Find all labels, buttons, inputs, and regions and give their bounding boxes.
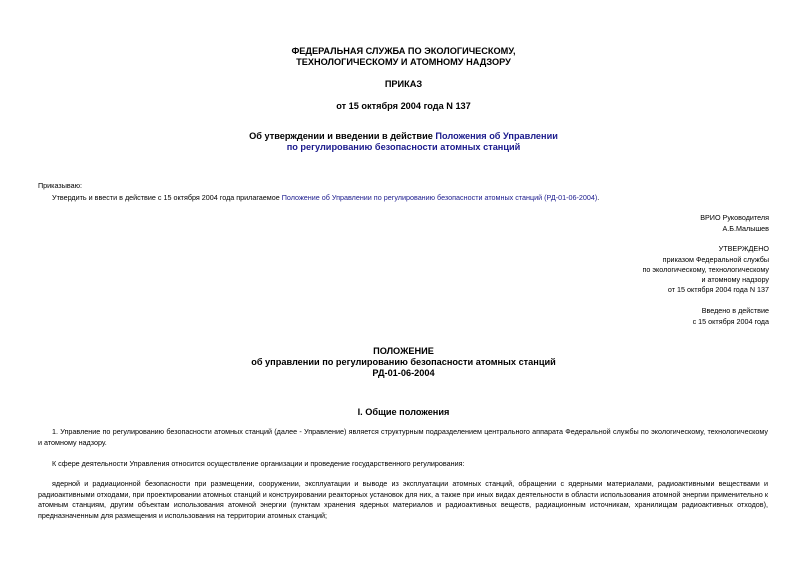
section-paragraph-2-text: К сфере деятельности Управления относится осуществление организации и проведение государственного регулирования: xyxy=(52,459,465,468)
document-type: ПРИКАЗ xyxy=(384,79,423,89)
document-date: от 15 октября 2004 года N 137 xyxy=(336,101,471,111)
effective-line1: Введено в действие xyxy=(701,306,769,315)
section-paragraph-2 xyxy=(38,459,768,470)
order-intro: Приказываю: xyxy=(38,181,82,190)
approval-label: УТВЕРЖДЕНО xyxy=(718,244,769,253)
subject-link-part2[interactable]: по регулированию безопасности атомных станций xyxy=(286,142,521,152)
section-paragraph-3-text: ядерной и радиационной безопасности при размещении, сооружении, эксплуатации и выводе из эксплуатации атомных станций, обращении с ядерными материалами, радиоактивными веществами и радиоактивными отходами, при проектировании атомных станций и конструировании реакторных установок для них, а также при иных видах деятельности в области использования атомной энергии применительно к атомным станциям, другим объектам использования атомной энергии (пунктам хранения ядерных материалов и радиоактивных веществ, радиационным источникам, хранилищам радиоактивных отходов), предназначенным для размещения и использования на территории атомных станций; xyxy=(38,479,768,520)
section-paragraph-1-text: 1. Управление по регулированию безопасности атомных станций (далее - Управление) является структурным подразделением центрального аппарата Федеральной службы по экологическому, технологическому и атомному надзору. xyxy=(38,427,768,447)
section-paragraph-3 xyxy=(38,479,768,521)
signature-position: ВРИО Руководителя xyxy=(700,213,769,222)
section-title: I. Общие положения xyxy=(357,407,450,417)
document-subject-line1 xyxy=(0,131,807,142)
approval-line1: приказом Федеральной службы xyxy=(662,255,769,264)
regulation-title: ПОЛОЖЕНИЕ xyxy=(373,346,434,356)
regulation-subtitle: об управлении по регулированию безопасности атомных станций xyxy=(251,357,556,367)
subject-prefix: Об утверждении и введении в действие xyxy=(249,131,436,141)
agency-name-line1: ФЕДЕРАЛЬНАЯ СЛУЖБА ПО ЭКОЛОГИЧЕСКОМУ, xyxy=(291,46,516,56)
order-item-prefix: Утвердить и ввести в действие с 15 октября 2004 года прилагаемое xyxy=(52,193,282,202)
approval-line3: и атомному надзору xyxy=(701,275,769,284)
section-paragraph-1 xyxy=(38,427,768,448)
regulation-code: РД-01-06-2004 xyxy=(372,368,435,378)
regulation-link[interactable]: Положение об Управлении по регулированию безопасности атомных станций (РД-01-06-2004) xyxy=(281,193,598,202)
approval-line4: от 15 октября 2004 года N 137 xyxy=(667,285,769,294)
agency-name-line2: ТЕХНОЛОГИЧЕСКОМУ И АТОМНОМУ НАДЗОРУ xyxy=(296,57,511,67)
signature-name: А.Б.Малышев xyxy=(722,224,769,233)
effective-line2: с 15 октября 2004 года xyxy=(692,317,769,326)
approval-line2: по экологическому, технологическому xyxy=(642,265,769,274)
order-item-suffix: . xyxy=(597,193,600,202)
subject-link-part1[interactable]: Положения об Управлении xyxy=(435,131,558,141)
order-item xyxy=(52,193,599,203)
